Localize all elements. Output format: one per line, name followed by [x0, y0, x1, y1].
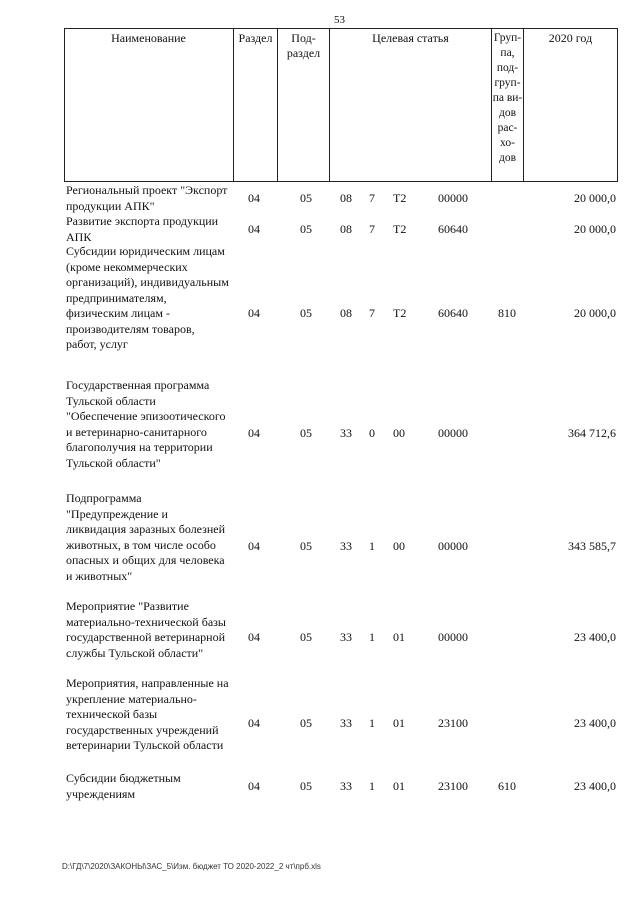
row-name-line: продукции АПК": [66, 198, 155, 213]
row-target-d: 00000: [438, 426, 468, 440]
row-name-line: Мероприятия, направленные на: [66, 676, 229, 690]
row-target-c: Т2: [393, 306, 407, 320]
row-name-line: работ, услуг: [66, 337, 128, 351]
header-subsection: Под- раздел: [278, 28, 330, 182]
row-subsection: 05: [300, 306, 312, 320]
row-name-line: благополучия на территории: [66, 440, 213, 454]
row-name-line: материально-технической базы: [66, 614, 226, 629]
row-subsection: 05: [300, 539, 312, 553]
row-group: 610: [498, 779, 516, 793]
row-target-a: 08: [340, 222, 352, 236]
row-target-b: 0: [369, 426, 375, 440]
row-name-line: ликвидация заразных болезней: [66, 522, 226, 536]
row-section: 04: [248, 539, 260, 553]
row-target-d: 00000: [438, 191, 468, 205]
row-name-line: технической базы: [66, 707, 158, 721]
row-name-line: физическим лицам -: [66, 306, 170, 320]
row-name-line: (кроме некоммерческих: [66, 259, 188, 274]
row-name-line: Тульской области": [66, 455, 161, 470]
row-subsection: 05: [300, 222, 312, 236]
row-amount: 343 585,7: [568, 539, 616, 553]
row-target-d: 60640: [438, 222, 468, 236]
row-target-a: 33: [340, 539, 352, 553]
header-year: 2020 год: [524, 28, 618, 182]
row-target-d: 23100: [438, 779, 468, 793]
row-name-line: службы Тульской области": [66, 645, 204, 660]
row-section: 04: [248, 779, 260, 793]
row-name-line: Подпрограмма: [66, 491, 142, 505]
row-name: [66, 214, 236, 245]
row-section: 04: [248, 716, 260, 730]
row-name-line: "Обеспечение эпизоотического: [66, 409, 226, 423]
footer-file-path: D:\ГД\7\2020\ЗАКОНЫ\ЗАС_5\Изм. бюджет ТО 2020-2022_2 чт\прб.xls: [62, 862, 321, 871]
row-name: [66, 183, 236, 214]
row-subsection: 05: [300, 630, 312, 644]
row-section: 04: [248, 630, 260, 644]
row-name-line: "Предупреждение и: [66, 506, 168, 521]
row-target-b: 7: [369, 191, 375, 205]
row-target-a: 33: [340, 630, 352, 644]
row-name: [66, 378, 236, 471]
row-name-line: предпринимателям,: [66, 290, 167, 305]
row-target-b: 7: [369, 306, 375, 320]
row-target-d: 60640: [438, 306, 468, 320]
row-target-c: 01: [393, 630, 405, 644]
row-name: [66, 491, 236, 584]
row-name: [66, 771, 236, 802]
row-name-line: АПК: [66, 229, 92, 244]
row-name: [66, 244, 236, 353]
row-target-b: 1: [369, 779, 375, 793]
row-target-b: 1: [369, 716, 375, 730]
table-header: [64, 28, 618, 182]
row-target-c: 00: [393, 426, 405, 440]
row-name-line: производителям товаров,: [66, 321, 195, 336]
row-amount: 20 000,0: [574, 222, 616, 236]
page-number: 53: [334, 14, 345, 26]
row-section: 04: [248, 191, 260, 205]
row-amount: 23 400,0: [574, 779, 616, 793]
row-name-line: и животных": [66, 568, 133, 583]
row-name-line: укрепление материально-: [66, 691, 197, 706]
row-name-line: Субсидии юридическим лицам: [66, 244, 225, 258]
row-amount: 364 712,6: [568, 426, 616, 440]
row-name-line: государственных учреждений: [66, 722, 219, 737]
row-name-line: и ветеринарно-санитарного: [66, 424, 207, 439]
row-amount: 23 400,0: [574, 716, 616, 730]
row-target-a: 08: [340, 306, 352, 320]
row-target-a: 08: [340, 191, 352, 205]
header-section: Раздел: [234, 28, 278, 182]
row-name-line: Мероприятие "Развитие: [66, 599, 189, 613]
header-group: Груп- па, под- груп- па ви- дов рас- хо- дов: [492, 28, 524, 182]
row-target-c: 01: [393, 779, 405, 793]
row-subsection: 05: [300, 426, 312, 440]
row-section: 04: [248, 222, 260, 236]
row-target-c: 00: [393, 539, 405, 553]
row-name-line: Государственная программа: [66, 378, 210, 392]
row-target-d: 00000: [438, 630, 468, 644]
row-section: 04: [248, 306, 260, 320]
row-target-b: 1: [369, 539, 375, 553]
row-subsection: 05: [300, 779, 312, 793]
row-group: 810: [498, 306, 516, 320]
row-target-d: 23100: [438, 716, 468, 730]
row-name-line: учреждениям: [66, 786, 136, 801]
row-target-c: 01: [393, 716, 405, 730]
row-target-c: Т2: [393, 222, 407, 236]
row-name-line: Тульской области: [66, 393, 156, 408]
row-name-line: Развитие экспорта продукции: [66, 214, 219, 228]
row-subsection: 05: [300, 716, 312, 730]
row-name-line: Субсидии бюджетным: [66, 771, 181, 785]
row-target-d: 00000: [438, 539, 468, 553]
row-name-line: животных, в том числе особо: [66, 537, 216, 552]
row-amount: 20 000,0: [574, 191, 616, 205]
row-section: 04: [248, 426, 260, 440]
row-name-line: опасных и общих для человека: [66, 553, 225, 567]
header-target: Целевая статья: [330, 28, 492, 182]
row-amount: 23 400,0: [574, 630, 616, 644]
row-target-b: 1: [369, 630, 375, 644]
header-name: Наименование: [64, 28, 234, 182]
row-target-a: 33: [340, 716, 352, 730]
row-target-b: 7: [369, 222, 375, 236]
row-target-a: 33: [340, 426, 352, 440]
row-name-line: государственной ветеринарной: [66, 630, 226, 644]
row-target-c: Т2: [393, 191, 407, 205]
row-subsection: 05: [300, 191, 312, 205]
row-name: [66, 599, 236, 661]
row-name-line: ветеринарии Тульской области: [66, 738, 224, 752]
row-name-line: Региональный проект "Экспорт: [66, 183, 228, 197]
row-target-a: 33: [340, 779, 352, 793]
row-name-line: организаций), индивидуальным: [66, 275, 229, 289]
row-amount: 20 000,0: [574, 306, 616, 320]
row-name: [66, 676, 236, 754]
